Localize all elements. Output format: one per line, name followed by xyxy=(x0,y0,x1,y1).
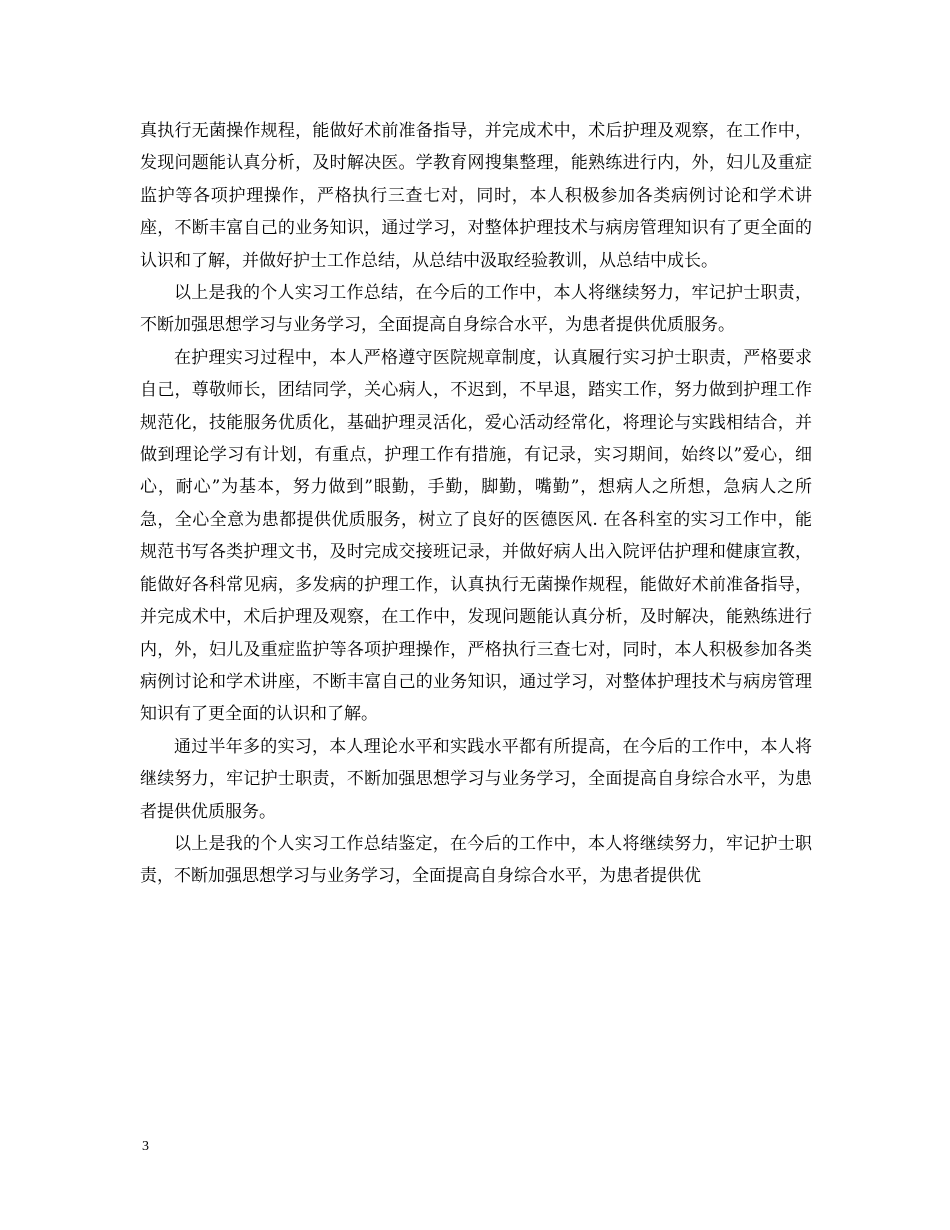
body-text xyxy=(140,115,812,893)
paragraph-3: 在护理实习过程中，本人严格遵守医院规章制度，认真履行实习护士职责，严格要求自己，尊敬师长，团结同学，关心病人，不迟到，不早退，踏实工作，努力做到护理工作规范化，技能服务优质化，基础护理灵活化，爱心活动经常化，将理论与实践相结合，并做到理论学习有计划，有重点，护理工作有措施，有记录，实习期间，始终以”爱心，细心，耐心”为基本，努力做到”眼勤，手勤，脚勤，嘴勤”，想病人之所想，急病人之所急，全心全意为患都提供优质服务，树立了良好的医德医风. 在各科室的实习工作中，能规范书写各类护理文书，及时完成交接班记录，并做好病人出入院评估护理和健康宣教，能做好各科常见病，多发病的护理工作，认真执行无菌操作规程，能做好术前准备指导，并完成术中，术后护理及观察，在工作中，发现问题能认真分析，及时解决，能熟练进行内，外，妇儿及重症监护等各项护理操作，严格执行三查七对，同时，本人积极参加各类病例讨论和学术讲座，不断丰富自己的业务知识，通过学习，对整体护理技术与病房管理知识有了更全面的认识和了解。 xyxy=(140,347,812,725)
paragraph-4: 通过半年多的实习，本人理论水平和实践水平都有所提高，在今后的工作中，本人将继续努力，牢记护士职责，不断加强思想学习与业务学习，全面提高自身综合水平，为患者提供优质服务。 xyxy=(140,736,812,822)
page-number: 3 xyxy=(142,1139,149,1154)
paragraph-1: 真执行无菌操作规程，能做好术前准备指导，并完成术中，术后护理及观察，在工作中，发现问题能认真分析，及时解决医。学教育网搜集整理，能熟练进行内，外，妇儿及重症监护等各项护理操作，严格执行三查七对，同时，本人积极参加各类病例讨论和学术讲座，不断丰富自己的业务知识，通过学习，对整体护理技术与病房管理知识有了更全面的认识和了解，并做好护士工作总结，从总结中汲取经验教训，从总结中成长。 xyxy=(140,121,812,271)
paragraph-5: 以上是我的个人实习工作总结鉴定，在今后的工作中，本人将继续努力，牢记护士职责，不断加强思想学习与业务学习，全面提高自身综合水平，为患者提供优 xyxy=(140,833,812,887)
paragraph-2: 以上是我的个人实习工作总结，在今后的工作中，本人将继续努力，牢记护士职责，不断加强思想学习与业务学习，全面提高自身综合水平，为患者提供优质服务。 xyxy=(140,283,812,336)
